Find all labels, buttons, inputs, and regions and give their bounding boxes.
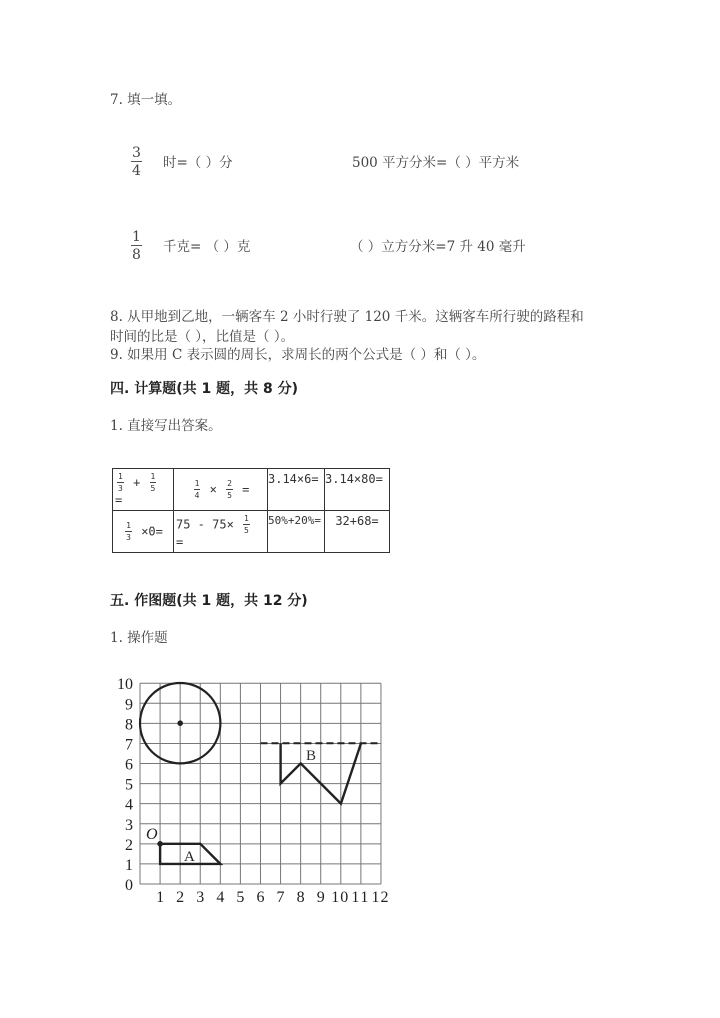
section4-q1-title: 1. 直接写出答案。 — [110, 418, 222, 434]
section4-heading: 四. 计算题(共 1 题，共 8 分) — [110, 381, 298, 397]
cell-r1c1: $\frac{1}{3}$ + $\frac{1}{5}$ = — [113, 469, 174, 511]
x-label: 1 — [156, 889, 165, 906]
q9-text: 9. 如果用 C 表示圆的周长，求周长的两个公式是（ ）和（ ）。 — [110, 347, 486, 363]
y-label: 4 — [125, 796, 133, 814]
x-label: 3 — [196, 889, 205, 906]
x-label: 8 — [296, 889, 305, 906]
y-label: 6 — [125, 756, 133, 774]
shape-b-label: B — [306, 748, 317, 764]
x-axis-labels — [156, 889, 388, 906]
x-label: 5 — [236, 889, 245, 906]
q7-item3-fraction: $\frac{1}{8}$ — [132, 229, 141, 263]
shape-a-label: A — [184, 849, 195, 865]
q7-item2-text: 500 平方分米=（ ）平方米 — [352, 155, 520, 171]
x-label: 7 — [276, 889, 285, 906]
section5-q1-title: 1. 操作题 — [110, 630, 168, 646]
y-label: 0 — [125, 877, 133, 894]
circle-center-dot — [177, 720, 183, 726]
cell-r1c2: $\frac{1}{4}$ × $\frac{2}{5}$ = — [174, 469, 268, 511]
q7-item4-text: （ ）立方分米=7 升 40 毫升 — [350, 239, 526, 255]
y-label: 2 — [125, 836, 133, 854]
x-label: 9 — [316, 889, 325, 906]
q7-item1-fraction: $\frac{3}{4}$ — [132, 145, 141, 179]
q7-item1-text: 时=（ ）分 — [163, 155, 233, 171]
y-label: 8 — [125, 716, 133, 734]
origin-point — [157, 841, 163, 847]
origin-label: O — [146, 826, 158, 843]
x-label: 10 — [331, 889, 349, 906]
y-label: 1 — [125, 856, 133, 874]
q8-line2: 时间的比是（ ），比值是（ ）。 — [110, 329, 295, 345]
cell-r2c1: $\frac{1}{3}$ ×0= — [113, 511, 174, 553]
y-label: 9 — [125, 696, 133, 714]
cell-r2c2: 75 - 75× $\frac{1}{5}$ = — [174, 511, 268, 553]
x-label: 11 — [351, 889, 369, 906]
x-label: 12 — [371, 889, 389, 906]
y-axis-labels — [117, 676, 133, 894]
grid-lines — [140, 683, 381, 884]
q7-item3-text: 千克= （ ）克 — [163, 239, 251, 255]
x-label: 4 — [216, 889, 225, 906]
q8-line1: 8. 从甲地到乙地，一辆客车 2 小时行驶了 120 千米。这辆客车所行驶的路程和 — [110, 309, 584, 325]
section5-heading: 五. 作图题(共 1 题，共 12 分) — [110, 593, 308, 609]
x-label: 6 — [256, 889, 265, 906]
cell-r1c4: 3.14×80= — [325, 469, 390, 511]
y-label: 3 — [125, 816, 133, 834]
y-label: 5 — [125, 776, 133, 794]
cell-r2c3: 50%+20%= — [268, 511, 325, 553]
y-label: 10 — [117, 676, 133, 694]
y-label: 7 — [125, 736, 133, 754]
x-label: 2 — [176, 889, 185, 906]
cell-r2c4: 32+68= — [325, 511, 390, 553]
q7-title: 7. 填一填。 — [110, 92, 182, 108]
cell-r1c3: 3.14×6= — [268, 469, 325, 511]
